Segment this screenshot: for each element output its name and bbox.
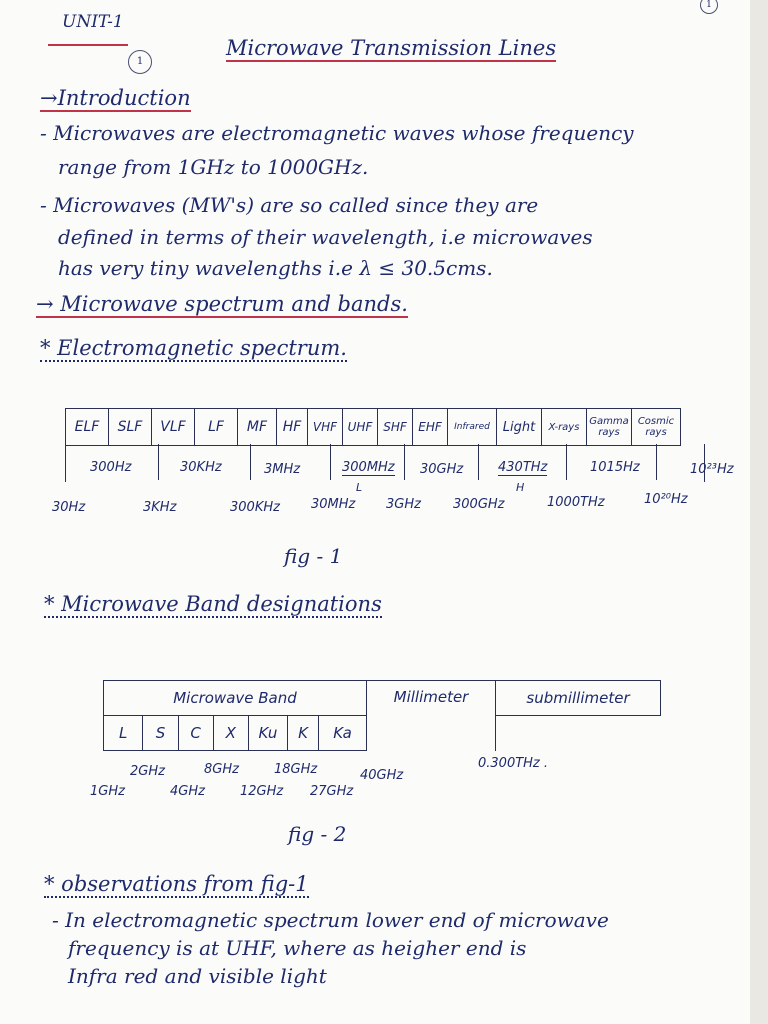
band-cell: ELF <box>66 409 109 446</box>
spectrum-divider <box>404 444 405 480</box>
band-cell: Gamma rays <box>587 409 632 446</box>
upper-freq-label: 10²³Hz <box>690 462 734 477</box>
spectrum-divider <box>158 444 159 480</box>
observation-line: Infra red and visible light <box>68 964 327 988</box>
intro-line: has very tiny wavelengths i.e λ ≤ 30.5cms. <box>58 256 493 280</box>
lower-freq-label: 1000THz <box>547 495 605 510</box>
spectrum-divider <box>250 444 251 480</box>
observations-heading: * observations from fig-1 <box>44 872 309 896</box>
figure-caption: fig - 2 <box>288 822 347 846</box>
band-cell: L <box>104 716 143 751</box>
observation-line: - In electromagnetic spectrum lower end of microwave <box>52 908 609 932</box>
band-cell: MF <box>238 409 277 446</box>
spectrum-divider <box>566 444 567 480</box>
band-cell: Infrared <box>448 409 497 446</box>
lower-freq-label: 300GHz <box>453 497 505 512</box>
lower-freq-label: 30MHz <box>311 497 356 512</box>
band-cell: LF <box>195 409 238 446</box>
band-cell: Light <box>497 409 542 446</box>
upper-freq-label: 18GHz <box>274 762 318 777</box>
upper-freq-label: 30GHz <box>420 462 464 477</box>
spectrum-heading: → Microwave spectrum and bands. <box>36 292 408 316</box>
upper-freq-label: 8GHz <box>204 762 239 777</box>
unit-underline <box>48 40 128 46</box>
figure-caption: fig - 1 <box>284 544 343 568</box>
em-spectrum-table <box>65 408 681 446</box>
intro-line: range from 1GHz to 1000GHz. <box>58 155 369 179</box>
spectrum-divider <box>330 444 331 480</box>
margin-circle-mark: 1 <box>128 50 152 74</box>
band-cell: SHF <box>378 409 413 446</box>
microwave-band-header: Microwave Band <box>104 681 367 716</box>
page-title: Microwave Transmission Lines <box>226 36 557 60</box>
band-cell: VLF <box>152 409 195 446</box>
intro-line: - Microwaves are electromagnetic waves whose frequency <box>40 121 634 145</box>
upper-freq-label: 0.300THz . <box>478 756 549 771</box>
band-cell: Ka <box>319 716 367 751</box>
band-cell: HF <box>277 409 308 446</box>
observation-line: frequency is at UHF, where as heigher end is <box>68 936 527 960</box>
millimeter-header: Millimeter <box>367 681 496 751</box>
lower-freq-label: 12GHz <box>240 784 284 799</box>
band-cell: C <box>178 716 213 751</box>
table-row <box>104 681 661 716</box>
band-cell: X <box>213 716 248 751</box>
band-cell: X-rays <box>542 409 587 446</box>
band-cell: S <box>143 716 178 751</box>
upper-freq-label: 40GHz <box>360 768 404 783</box>
lower-freq-label: 4GHz <box>170 784 205 799</box>
band-designation-table <box>103 680 661 751</box>
lower-freq-label: 3KHz <box>143 500 177 515</box>
mark-L: L <box>356 481 363 494</box>
lower-freq-label: 3GHz <box>386 497 421 512</box>
submillimeter-header: submillimeter <box>496 681 661 716</box>
spectrum-divider <box>656 444 657 480</box>
mark-H: H <box>516 481 525 494</box>
intro-line: - Microwaves (MW's) are so called since they are <box>40 193 539 217</box>
upper-freq-label: 300Hz <box>90 460 132 475</box>
page-edge <box>750 0 768 1024</box>
upper-freq-label: 3MHz <box>264 462 301 477</box>
band-cell: Ku <box>248 716 287 751</box>
upper-freq-label: 30KHz <box>180 460 222 475</box>
band-cell: K <box>288 716 319 751</box>
band-designation-heading: * Microwave Band designations <box>44 592 382 616</box>
table-row <box>66 409 681 446</box>
introduction-heading: →Introduction <box>40 86 191 110</box>
unit-label: UNIT-1 <box>62 12 124 32</box>
upper-freq-label: 2GHz <box>130 764 165 779</box>
em-spectrum-subheading: * Electromagnetic spectrum. <box>40 336 347 360</box>
lower-freq-label: 30Hz <box>52 500 86 515</box>
lower-freq-label: 27GHz <box>310 784 354 799</box>
band-cell: EHF <box>413 409 448 446</box>
page-number-circle: 1 <box>700 0 718 14</box>
band-cell: UHF <box>343 409 378 446</box>
lower-freq-label: 300KHz <box>230 500 280 515</box>
intro-line: defined in terms of their wavelength, i.e microwaves <box>58 225 593 249</box>
empty-cell <box>496 716 661 751</box>
lower-freq-label: 10²⁰Hz <box>644 492 688 507</box>
band-cell: Cosmic rays <box>632 409 681 446</box>
upper-freq-label: 1015Hz <box>590 460 640 475</box>
upper-freq-label: 300MHz <box>342 460 395 475</box>
band-cell: SLF <box>109 409 152 446</box>
upper-freq-label: 430THz <box>498 460 548 475</box>
band-cell: VHF <box>308 409 343 446</box>
lower-freq-label: 1GHz <box>90 784 125 799</box>
spectrum-divider <box>478 444 479 480</box>
